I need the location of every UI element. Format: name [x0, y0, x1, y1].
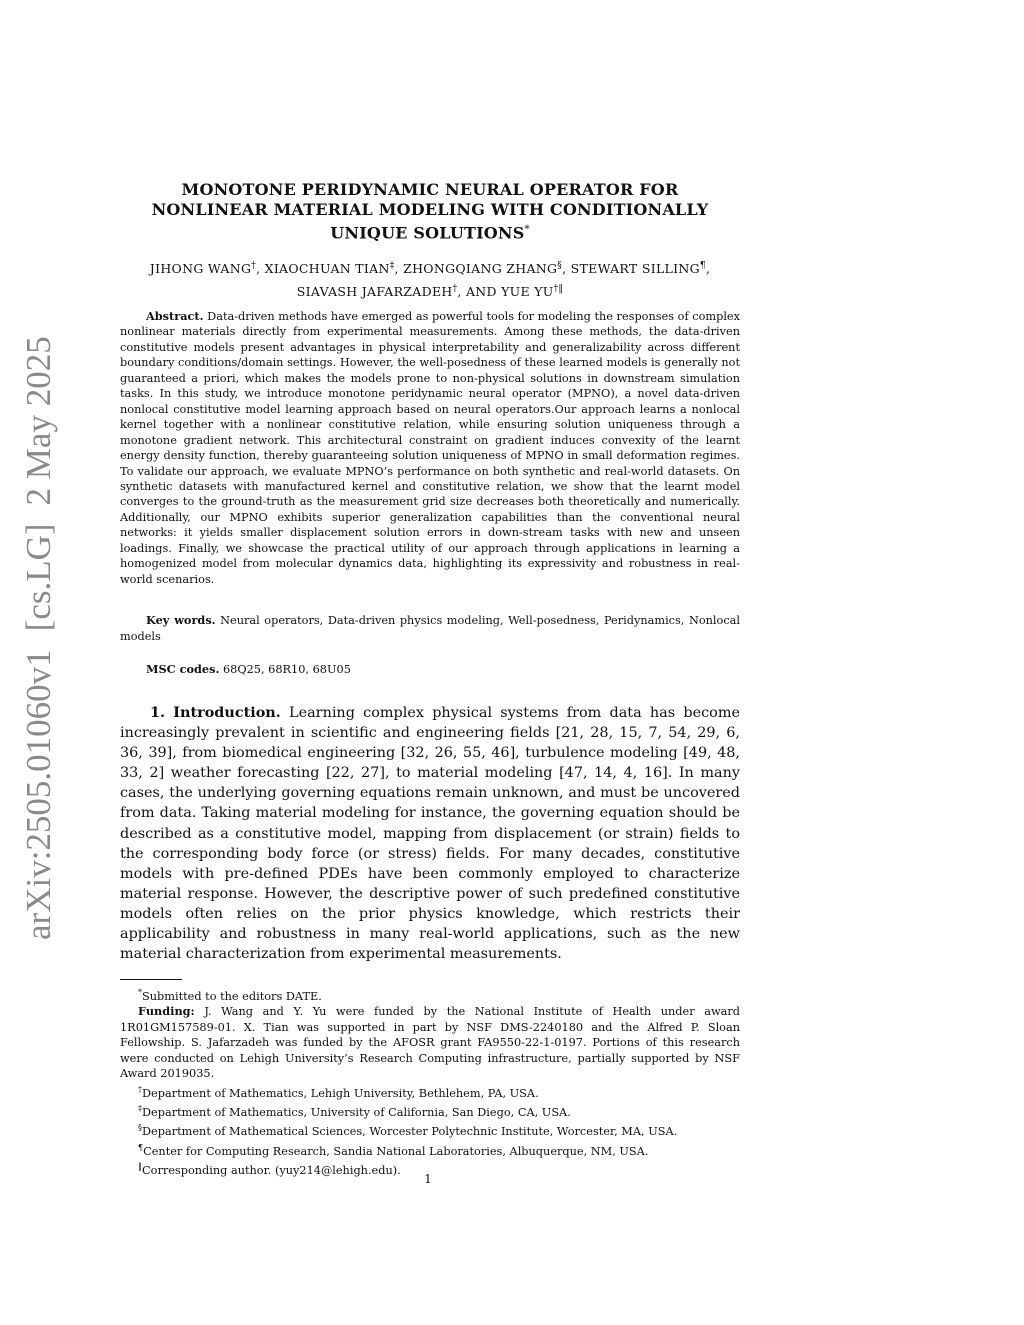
author-name: SIAVASH JAFARZADEH — [296, 284, 453, 300]
corresponding-email[interactable]: Corresponding author. (yuy214@lehigh.edu). — [142, 1163, 401, 1177]
title-footnote-mark: * — [524, 224, 530, 235]
footnote-affiliation: ‡Department of Mathematics, University of California, San Diego, CA, USA. — [138, 1104, 571, 1119]
arxiv-date: 2 May 2025 — [19, 336, 58, 506]
msc-codes — [120, 662, 740, 678]
author-name: STEWART SILLING — [570, 261, 700, 277]
msc-text: 68Q25, 68R10, 68U05 — [222, 663, 351, 676]
footnote-corresponding: ‖Corresponding author. (yuy214@lehigh.edu). — [138, 1161, 401, 1177]
author-name: XIAOCHUAN TIAN — [264, 261, 390, 277]
introduction-text: Learning complex physical systems from data has become increasingly prevalent in scientific and engineering fields [21, 28, 15, 7, 54, 29, 6, 36, 39], from biomedical engineering [32, 26, 55, 46], turbulence modeling [49, 48, 33, 2] weather forecasting [22, 27], to material modeling [47, 14, 4, 16]. In many cases, the underlying governing equations remain unknown, and must be uncovered from data. Taking material modeling for instance, the governing equation should be described as a constitutive model, mapping from displacement (or strain) fields to the corresponding body force (or stress) fields. For many decades, constitutive models with pre-defined PDEs have been commonly employed to characterize material response. However, the descriptive power of such predefined constitutive models often relies on the prior physics knowledge, which restricts their applicability and robustness in many real-world applications, such as the new material characterization from experimental measurements. — [120, 705, 741, 963]
footnote-affiliation: †Department of Mathematics, Lehigh University, Bethlehem, PA, USA. — [138, 1084, 539, 1100]
keywords-text: Neural operators, Data-driven physics modeling, Well-posedness, Peridynamics, Nonlocal models — [120, 614, 740, 643]
footnote-rule — [120, 979, 182, 980]
section-number: 1. — [150, 704, 166, 721]
author-list — [120, 256, 740, 302]
keywords-label: Key words. — [146, 613, 216, 627]
footnote-submitted: *Submitted to the editors DATE. — [138, 988, 322, 1003]
title-line-2: NONLINEAR MATERIAL MODELING WITH CONDITIONALLY — [151, 200, 709, 219]
footnote-affiliation: ¶Center for Computing Research, Sandia National Laboratories, Albuquerque, NM, USA. — [138, 1142, 649, 1158]
author-name: JIHONG WANG — [149, 261, 252, 277]
author-line-1: JIHONG WANG†, XIAOCHUAN TIAN‡, ZHONGQIANG ZHANG§, STEWART SILLING¶, — [149, 261, 711, 277]
arxiv-category: [cs.LG] — [19, 523, 58, 632]
author-conjunction: AND — [465, 284, 497, 300]
author-line-2: SIAVASH JAFARZADEH†, AND YUE YU†‖ — [296, 284, 564, 300]
author-name: YUE YU — [501, 284, 554, 300]
paper-title — [120, 180, 740, 243]
page-number: 1 — [424, 1172, 432, 1186]
author-name: ZHONGQIANG ZHANG — [403, 261, 558, 277]
footnote-affiliation: §Department of Mathematical Sciences, Worcester Polytechnic Institute, Worcester, MA, USA. — [138, 1123, 678, 1139]
title-line-3: UNIQUE SOLUTIONS* — [330, 223, 530, 243]
arxiv-id[interactable]: arXiv:2505.01060v1 — [19, 649, 58, 940]
keywords — [120, 613, 740, 644]
title-line-1: MONOTONE PERIDYNAMIC NEURAL OPERATOR FOR — [181, 180, 679, 199]
section-heading: Introduction. — [173, 704, 281, 721]
arxiv-stamp — [4, 336, 74, 940]
introduction-section — [120, 703, 740, 964]
abstract — [120, 309, 740, 587]
msc-label: MSC codes. — [146, 662, 220, 676]
footnote-funding: Funding: J. Wang and Y. Yu were funded by the National Institute of Health under award 1R01GM157589-01. X. Tian was supported in part by NSF DMS-2240180 and the Alfred P. Sloan Fellowship. S. Jafarzadeh was funded by the AFOSR grant FA9550-22-1-0197. Portions of this research were conducted on Lehigh University’s Research Computing infrastructure, partially supported by NSF Award 2019035. — [120, 1004, 740, 1081]
abstract-text: Data-driven methods have emerged as powerful tools for modeling the responses of complex nonlinear materials directly from experimental measurements. Among these methods, the data-driven constitutive models present advantages in physical interpretability and generalizability across different boundary conditions/domain settings. However, the well-posedness of these learned models is generally not guaranteed a priori, which makes the models prone to non-physical solutions in downstream simulation tasks. In this study, we introduce monotone peridynamic neural operator (MPNO), a novel data-driven nonlocal constitutive model learning approach based on neural operators.Our approach learns a nonlocal kernel together with a nonlinear constitutive relation, while ensuring solution uniqueness through a monotone gradient network. This architectural constraint on gradient induces convexity of the learnt energy density function, thereby guaranteeing solution uniqueness of MPNO in small deformation regimes. To validate our approach, we evaluate MPNO’s performance on both synthetic and real-world datasets. On synthetic datasets with manufactured kernel and constitutive relation, we show that the learnt model converges to the ground-truth as the measurement grid size decreases both theoretically and numerically. Additionally, our MPNO exhibits superior generalization capabilities than the conventional neural networks: it yields smaller displacement solution errors in down-stream tasks with new and unseen loadings. Finally, we showcase the practical utility of our approach through applications in learning a homogenized model from molecular dynamics data, highlighting its expressivity and robustness in real-world scenarios. — [120, 310, 740, 586]
abstract-label: Abstract. — [146, 309, 204, 323]
footnotes — [120, 985, 740, 1178]
